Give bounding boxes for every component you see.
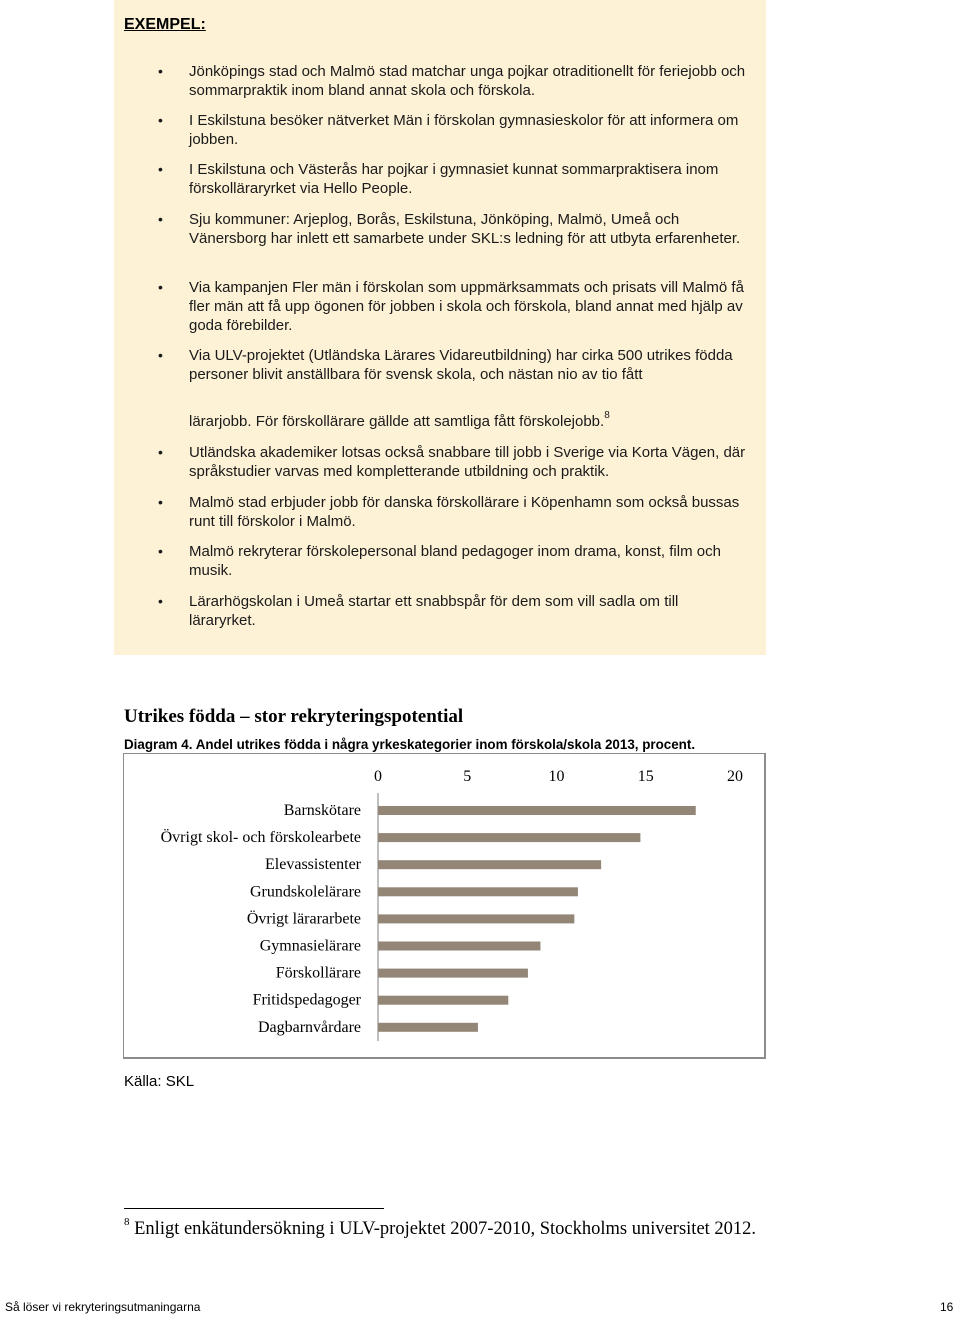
bullet-icon: • xyxy=(158,279,163,295)
list-item xyxy=(158,542,749,580)
bullet-icon: • xyxy=(158,211,163,227)
bar xyxy=(378,833,640,842)
tick-label: 5 xyxy=(463,768,472,785)
bullet-text: Sju kommuner: Arjeplog, Borås, Eskilstuna, Jönköping, Malmö, Umeå och Vänersborg har inlett ett samarbete under SKL:s ledning för att utbyta erfarenheter. xyxy=(189,211,741,247)
list-item xyxy=(158,210,749,248)
bar xyxy=(378,887,578,896)
list-item xyxy=(158,592,749,630)
bar xyxy=(378,1023,478,1032)
bullet-text: I Eskilstuna och Västerås har pojkar i gymnasiet kunnat sommarpraktisera inom förskolläraryrket via Hello People. xyxy=(189,161,719,197)
tick-label: 10 xyxy=(548,768,565,785)
bullet-icon: • xyxy=(158,63,163,79)
footnote-divider xyxy=(124,1208,384,1209)
bullet-icon: • xyxy=(158,347,163,363)
bullet-icon: • xyxy=(158,593,163,609)
category-label: Övrigt skol- och förskolearbete xyxy=(160,829,361,847)
list-item xyxy=(158,62,749,100)
category-label: Grundskolelärare xyxy=(249,883,361,901)
example-box xyxy=(114,0,766,655)
bar xyxy=(378,942,540,951)
list-item xyxy=(158,493,749,531)
footnote xyxy=(124,1218,774,1241)
list-item xyxy=(158,346,749,431)
tick-label: 20 xyxy=(727,768,743,785)
bar xyxy=(378,996,508,1005)
section-heading: Utrikes födda – stor rekryteringspotential xyxy=(124,706,464,727)
page-number: 16 xyxy=(940,1300,954,1314)
bullet-icon: • xyxy=(158,543,163,559)
bar xyxy=(378,860,601,869)
bar xyxy=(378,806,696,815)
chart-canvas xyxy=(124,754,764,1057)
category-label: Förskollärare xyxy=(275,964,361,982)
bullet-text: Utländska akademiker lotsas också snabbare till jobb i Sverige via Korta Vägen, där språkstudier varvas med kompletterande utbildning och praktik. xyxy=(189,444,746,480)
bullet-icon: • xyxy=(158,161,163,177)
figure-caption: Diagram 4. Andel utrikes födda i några yrkeskategorier inom förskola/skola 2013, procent. xyxy=(124,737,696,752)
list-item xyxy=(158,160,749,198)
list-item xyxy=(158,111,749,149)
category-label: Övrigt lärararbete xyxy=(246,910,361,928)
bar xyxy=(378,969,528,978)
tick-label: 0 xyxy=(374,768,382,785)
footnote-number: 8 xyxy=(124,1216,130,1228)
bullet-text: Jönköpings stad och Malmö stad matchar unga pojkar otraditionellt för feriejobb och sommarpraktik inom bland annat skola och förskola. xyxy=(189,63,746,99)
list-item xyxy=(158,443,749,481)
example-heading: EXEMPEL: xyxy=(124,16,206,33)
source-note: Källa: SKL xyxy=(124,1073,195,1090)
bullet-text: Via ULV-projektet (Utländska Lärares Vidareutbildning) har cirka 500 utrikes födda personer blivit anställbara för svensk skola, och nästan nio av tio fått xyxy=(189,347,733,383)
bullet-icon: • xyxy=(158,112,163,128)
category-label: Elevassistenter xyxy=(265,856,361,874)
tick-label: 15 xyxy=(637,768,654,785)
footnote-ref: 8 xyxy=(604,410,610,421)
bullet-icon: • xyxy=(158,494,163,510)
bullet-text: I Eskilstuna besöker nätverket Män i förskolan gymnasieskolor för att informera om jobben. xyxy=(189,112,739,148)
category-label: Dagbarnvårdare xyxy=(257,1018,361,1036)
bullet-text: Via kampanjen Fler män i förskolan som uppmärksammats och prisats vill Malmö få fler män att få upp ögonen för jobben i skola och förskola, bland annat med hjälp av goda förebilder. xyxy=(189,279,744,334)
footer-title: Så löser vi rekryteringsutmaningarna xyxy=(5,1300,201,1314)
list-item xyxy=(158,278,749,335)
bar-chart xyxy=(123,753,766,1059)
bullet-text: Malmö rekryterar förskolepersonal bland pedagoger inom drama, konst, film och musik. xyxy=(189,543,721,579)
category-label: Fritidspedagoger xyxy=(252,991,361,1009)
category-label: Gymnasielärare xyxy=(259,937,361,955)
footnote-text: Enligt enkätundersökning i ULV-projektet 2007-2010, Stockholms universitet 2012. xyxy=(134,1219,757,1239)
category-label: Barnskötare xyxy=(283,802,361,819)
bar xyxy=(378,914,574,923)
bullet-text: Lärarhögskolan i Umeå startar ett snabbspår för dem som vill sadla om till läraryrket. xyxy=(189,593,679,629)
bullet-text: Malmö stad erbjuder jobb för danska förskollärare i Köpenhamn som också bussas runt till förskolor i Malmö. xyxy=(189,494,740,530)
bullet-icon: • xyxy=(158,444,163,460)
bullet-continuation: lärarjobb. För förskollärare gällde att samtliga fått förskolejobb.$^8$ xyxy=(189,410,610,430)
